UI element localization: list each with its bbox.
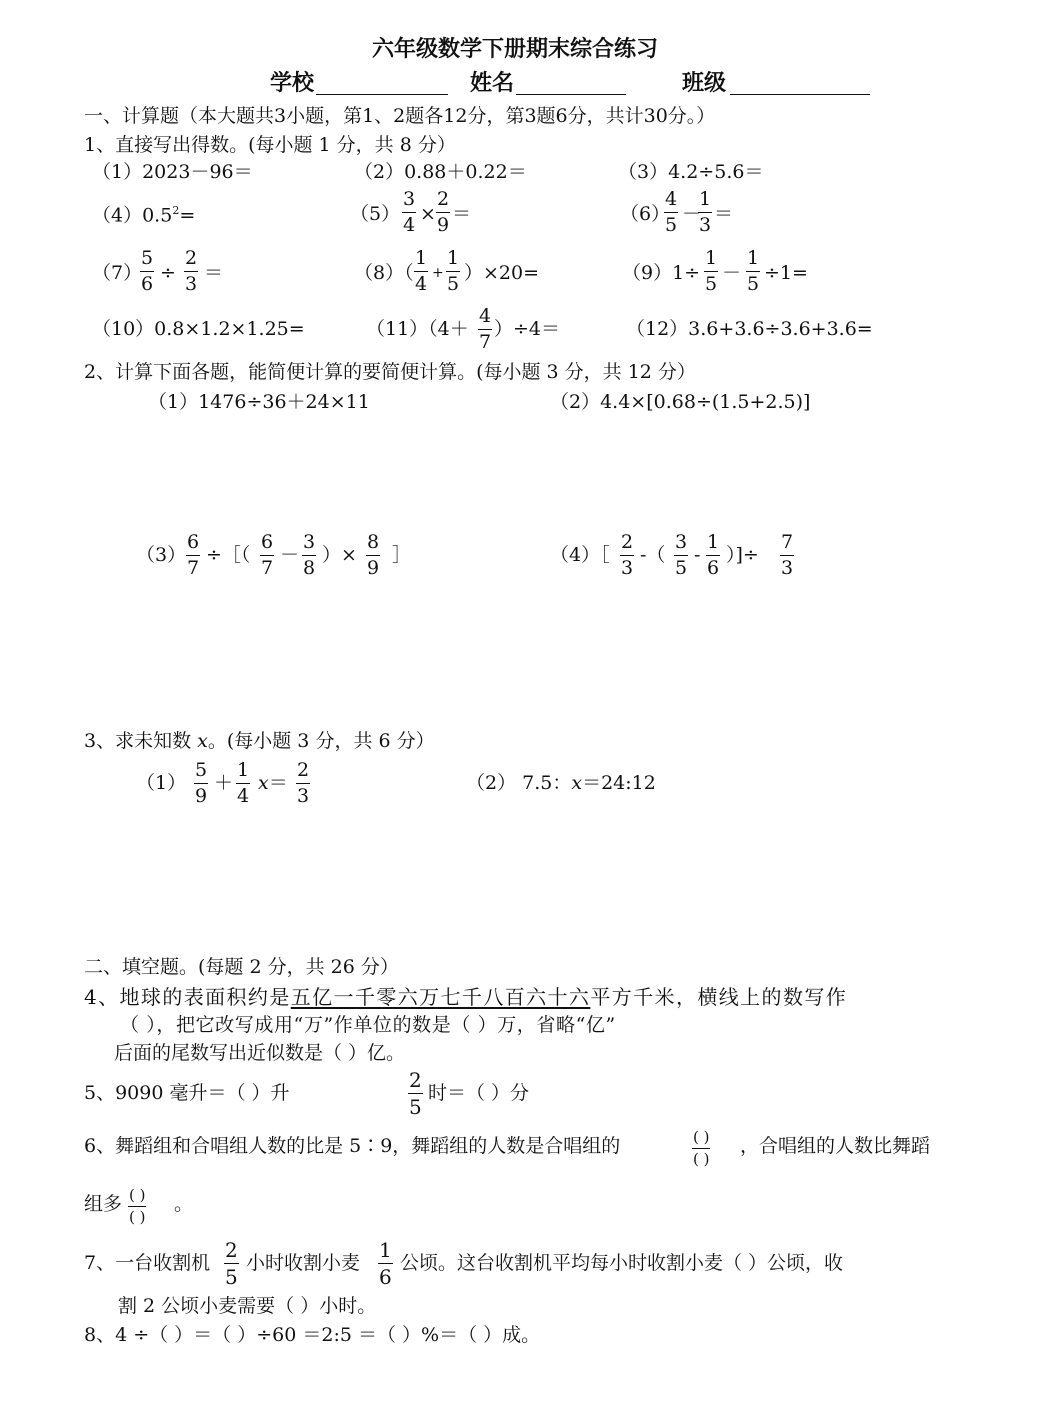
section1-title: 一、计算题（本大题共3小题，第1、2题各12分，第3题6分，共计30分。） <box>84 105 716 127</box>
fraction: $\frac{2}{3}$ <box>621 531 634 579</box>
fraction: $\frac{1}{4}$ <box>415 247 428 295</box>
q1-item-4: $(4)0.5^2=$ <box>92 204 196 227</box>
times-20: ）×20= <box>464 262 540 284</box>
fraction: $\frac{5}{6}$ <box>141 247 154 295</box>
q2-p3-divide: ÷［（ <box>206 544 251 566</box>
unknown-x: x＝ <box>258 772 288 794</box>
q1-item-8-label: （8）（ <box>354 262 414 284</box>
q2-p4-minus: -（ <box>640 544 666 566</box>
fraction: $\frac{1}{5}$ <box>705 247 718 295</box>
name-blank[interactable] <box>516 94 626 95</box>
q1-item-12: （12）3.6+3.6÷3.6+3.6= <box>626 318 873 340</box>
q7-pre: 7、一台收割机 <box>84 1252 211 1274</box>
fraction: $\frac{1}{6}$ <box>379 1238 392 1289</box>
q7-mid: 小时收割小麦 <box>246 1252 361 1274</box>
q7-line-2: 割 2 公顷小麦需要（ ）小时。 <box>118 1295 377 1317</box>
divide-four: ）÷4＝ <box>494 318 561 340</box>
q2-problem-3-label: （3） <box>136 544 187 566</box>
q2-problem-1: （1）1476÷36＋24×11 <box>148 391 370 413</box>
q8-text: 8、4 ÷（ ）＝（ ）÷60 ＝2:5 ＝（ ）%＝（ ）成。 <box>84 1324 541 1346</box>
fraction: $\frac{2}{5}$ <box>409 1068 422 1119</box>
q4-line-2: （ ），把它改写成用“万”作单位的数是（ ）万，省略“亿” <box>120 1014 616 1036</box>
q2-problem-2: （2）4.4×[0.68÷(1.5+2.5)] <box>550 391 811 413</box>
q6-line-1-post: ，合唱组的人数比舞蹈 <box>740 1135 931 1157</box>
fraction: $\frac{6}{7}$ <box>261 531 274 579</box>
q3-heading: 3、求未知数 x。(每小题 3 分，共 6 分） <box>84 730 435 752</box>
equals-sign: ＝ <box>204 262 224 284</box>
fraction: $\frac{2}{3}$ <box>185 247 198 295</box>
minus-sign: － <box>280 544 300 566</box>
school-blank[interactable] <box>316 94 448 95</box>
fraction-blank[interactable]: ( ) ( ) <box>129 1186 146 1226</box>
divide-one: ÷1= <box>764 262 808 284</box>
minus-sign: － <box>682 203 702 225</box>
fraction: $\frac{3}{5}$ <box>675 531 688 579</box>
fraction: $\frac{2}{3}$ <box>297 759 310 807</box>
q2-heading: 2、计算下面各题，能简便计算的要简便计算。(每小题 3 分，共 12 分） <box>84 361 696 383</box>
fraction: $\frac{1}{4}$ <box>237 759 250 807</box>
class-label: 班级 <box>682 71 727 96</box>
q2-p4-minus2: - <box>694 544 701 566</box>
class-blank[interactable] <box>730 94 870 95</box>
q1-item-7-label: （7） <box>92 262 143 284</box>
plus-sign: + <box>432 265 444 281</box>
q1-item-11-label: （11）（4＋ <box>366 318 469 340</box>
q6-line-1-pre: 6、舞蹈组和合唱组人数的比是 5∶9，舞蹈组的人数是合唱组的 <box>84 1135 621 1157</box>
fraction: $\frac{2}{9}$ <box>437 188 450 236</box>
q6-line-2-post: 。 <box>174 1193 194 1215</box>
q1-item-6-label: （6） <box>620 203 671 225</box>
school-label: 学校 <box>270 71 315 96</box>
q1-heading: 1、直接写出得数。(每小题 1 分，共 8 分） <box>84 134 456 156</box>
q3-problem-2: （2） 7.5：x＝24:12 <box>466 772 656 794</box>
fraction: $\frac{1}{5}$ <box>447 247 460 295</box>
fraction: $\frac{6}{7}$ <box>187 531 200 579</box>
q1-item-5-label: （5） <box>350 203 401 225</box>
page-title: 六年级数学下册期末综合练习 <box>372 37 659 62</box>
q1-item-10: （10）0.8×1.2×1.25= <box>92 318 305 340</box>
fraction: $\frac{8}{9}$ <box>367 531 380 579</box>
q2-p3-times: ）× <box>322 544 357 566</box>
fraction: $\frac{4}{7}$ <box>479 305 492 353</box>
q2-p3-end: ］ <box>392 544 412 566</box>
fraction: $\frac{7}{3}$ <box>781 531 794 579</box>
q1-item-1: （1）2023－96＝ <box>92 161 253 183</box>
section2-title: 二、填空题。(每题 2 分，共 26 分） <box>84 956 399 978</box>
plus-sign: ＋ <box>214 772 234 794</box>
q3-problem-1-label: （1） <box>136 772 187 794</box>
fraction: $\frac{1}{5}$ <box>747 247 760 295</box>
fraction: $\frac{3}{4}$ <box>403 188 416 236</box>
q2-problem-4-label: （4）［ <box>550 544 610 566</box>
q7-post: 公顷。这台收割机平均每小时收割小麦（ ）公顷，收 <box>400 1252 844 1274</box>
q1-item-3: （3）4.2÷5.6＝ <box>618 161 764 183</box>
fraction: $\frac{2}{5}$ <box>225 1238 238 1289</box>
times-sign: × <box>420 203 436 225</box>
q6-line-2-pre: 组多 <box>84 1193 123 1215</box>
q4-line-3: 后面的尾数写出近似数是（ ）亿。 <box>114 1042 406 1064</box>
fraction: $\frac{1}{6}$ <box>707 531 720 579</box>
name-label: 姓名 <box>470 71 515 96</box>
fraction: $\frac{4}{5}$ <box>665 188 678 236</box>
fraction: $\frac{3}{8}$ <box>303 531 316 579</box>
minus-sign: － <box>722 262 742 284</box>
fraction: $\frac{5}{9}$ <box>195 759 208 807</box>
equals-sign: ＝ <box>452 203 472 225</box>
q5-post: 时＝（ ）分 <box>428 1082 530 1104</box>
fraction: $\frac{1}{3}$ <box>699 188 712 236</box>
q2-p4-end: ）]÷ <box>726 544 759 566</box>
divide-sign: ÷ <box>160 262 176 284</box>
q1-item-2: （2）0.88＋0.22＝ <box>354 161 527 183</box>
fraction-blank[interactable]: ( ) ( ) <box>693 1128 710 1168</box>
q1-item-9-label: （9）1÷ <box>622 262 701 284</box>
q4-line-1: 4、地球的表面积约是五亿一千零六万七千八百六十六平方千米，横线上的数写作 <box>84 985 848 1009</box>
equals-sign: ＝ <box>714 203 734 225</box>
q5-pre: 5、9090 毫升＝（ ）升 <box>84 1082 290 1104</box>
